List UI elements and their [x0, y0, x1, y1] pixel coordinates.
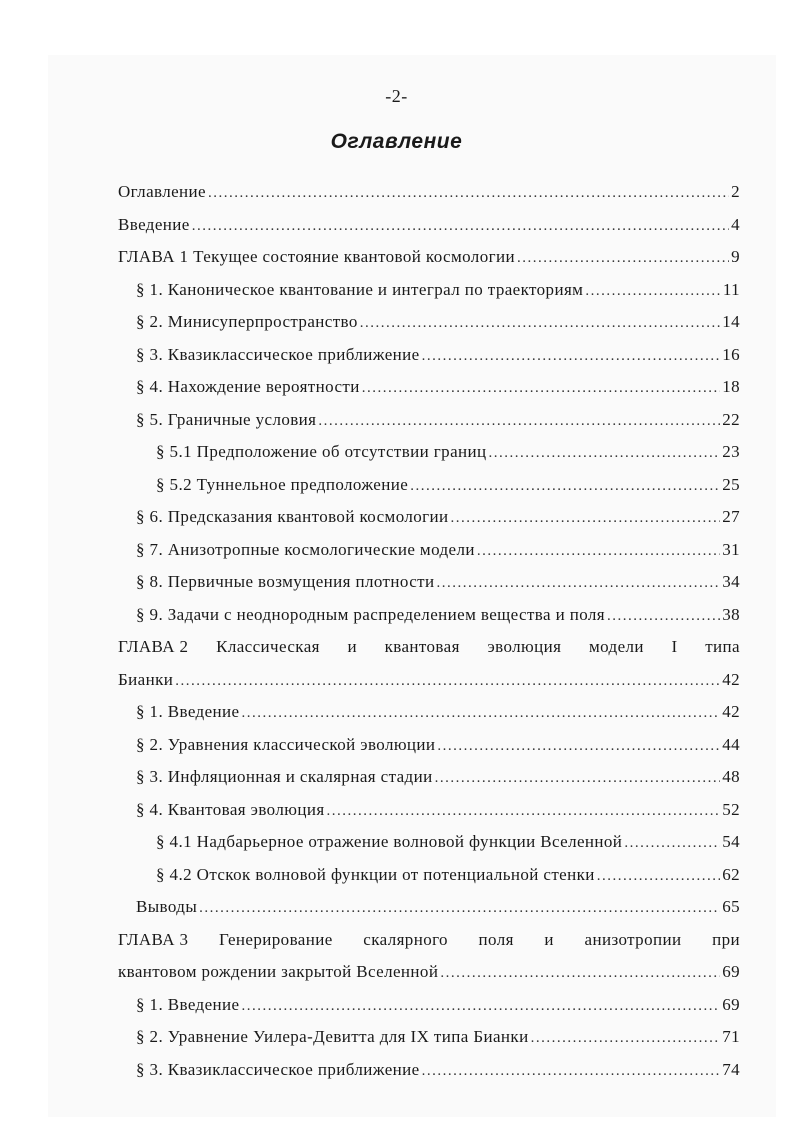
toc-entry — [118, 209, 740, 242]
toc-entry-page: 62 — [722, 864, 740, 884]
leader-dots — [241, 990, 720, 1023]
toc-entry — [118, 469, 740, 502]
toc-entry-page: 9 — [731, 247, 740, 266]
toc-entry-page: 69 — [722, 962, 740, 981]
leader-dots — [422, 1055, 721, 1088]
toc-entry-title: § 1. Введение — [136, 994, 240, 1014]
toc-entry-page: 34 — [722, 572, 740, 591]
toc-entry-title: § 2. Уравнение Уилера-Девитта для IX типа Бианки — [136, 1027, 529, 1046]
toc-entry-title: Введение — [118, 214, 190, 234]
toc-entry-page: 52 — [722, 799, 740, 819]
toc-entry — [118, 534, 740, 567]
toc-entry-title: § 5.1 Предположение об отсутствии границ — [156, 442, 487, 461]
leader-dots — [451, 502, 721, 535]
toc-entry-page: 54 — [722, 832, 740, 851]
toc-entry-page: 74 — [722, 1059, 740, 1079]
toc-word: типа — [705, 637, 740, 656]
toc-entry — [118, 371, 740, 404]
leader-dots — [624, 827, 720, 860]
toc-entry — [118, 501, 740, 534]
toc-entry-title: § 3. Квазиклассическое приближение — [136, 1059, 420, 1079]
leader-dots — [489, 437, 721, 470]
leader-dots — [422, 340, 721, 373]
leader-dots — [585, 275, 721, 308]
toc-entry-chapter-3-line2 — [118, 956, 740, 989]
toc-entry — [118, 859, 740, 892]
toc-entry-title: § 1. Каноническое квантование и интеграл по траекториям — [136, 279, 584, 299]
toc-entry-page: 4 — [731, 214, 740, 234]
toc-entry-title: § 1. Введение — [136, 702, 240, 721]
toc-word: модели — [588, 637, 644, 656]
toc-entry-title: квантовом рождении закрытой Вселенной — [118, 962, 439, 981]
leader-dots — [437, 730, 720, 763]
toc-entry — [118, 794, 740, 827]
toc-word: и — [347, 637, 357, 656]
toc-entry — [118, 306, 740, 339]
toc-title: Оглавление — [330, 130, 463, 153]
toc-entry-page: 42 — [722, 702, 740, 721]
toc-word: при — [712, 929, 740, 949]
leader-dots — [517, 242, 729, 275]
toc-entry — [118, 1021, 740, 1054]
toc-entry — [118, 339, 740, 372]
toc-entry — [118, 436, 740, 469]
toc-word: квантовая — [384, 637, 460, 656]
toc-entry — [118, 1054, 740, 1087]
leader-dots — [597, 860, 720, 893]
toc-entry-title: Бианки — [118, 669, 174, 689]
leader-dots — [440, 957, 720, 990]
toc-entry-title: § 4.1 Надбарьерное отражение волновой функции Вселенной — [156, 832, 623, 851]
toc-entry-title: § 7. Анизотропные космологические модели — [136, 539, 475, 559]
toc-entry-page: 23 — [722, 442, 740, 461]
leader-dots — [477, 535, 720, 568]
toc-entry-page: 31 — [722, 539, 740, 559]
toc-entry-chapter-3-line1 — [118, 924, 740, 957]
toc-word: анизотропии — [584, 929, 682, 949]
toc-entry-page: 27 — [722, 507, 740, 526]
toc-entry-page: 25 — [722, 474, 740, 494]
toc-entry — [118, 566, 740, 599]
leader-dots — [175, 665, 720, 698]
page-number: -2- — [385, 86, 408, 106]
leader-dots — [531, 1022, 721, 1055]
toc-word: скалярного — [363, 929, 448, 949]
toc-word: Генерирование — [219, 929, 333, 949]
toc-entry-page: 69 — [722, 994, 740, 1014]
toc-entry — [118, 274, 740, 307]
toc-entry-page: 11 — [722, 279, 740, 299]
toc-entry-chapter-2-line2 — [118, 664, 740, 697]
toc-entry-page: 22 — [722, 409, 740, 429]
toc-entry-title: § 4. Квантовая эволюция — [136, 799, 325, 819]
toc-entry-page: 2 — [731, 182, 740, 201]
leader-dots — [360, 307, 720, 340]
toc-entry-page: 18 — [722, 377, 740, 396]
toc-entry-page: 42 — [722, 669, 740, 689]
toc-word: ГЛАВА 2 — [118, 637, 189, 656]
toc-entry-title: § 9. Задачи с неоднородным распределением вещества и поля — [136, 604, 606, 624]
leader-dots — [241, 697, 720, 730]
toc-entry-title: § 4. Нахождение вероятности — [136, 377, 360, 396]
leader-dots — [208, 177, 729, 210]
toc-entry-title: § 5. Граничные условия — [136, 409, 317, 429]
toc-entry — [118, 826, 740, 859]
toc-entry — [118, 599, 740, 632]
leader-dots — [192, 210, 729, 243]
toc-entry-title: § 2. Минисуперпространство — [136, 312, 358, 331]
toc-entry-page: 16 — [722, 344, 740, 364]
toc-entry-page: 71 — [722, 1027, 740, 1046]
toc-entry-chapter-2-line1 — [118, 631, 740, 664]
toc-entry-page: 44 — [722, 734, 740, 754]
table-of-contents — [118, 176, 740, 1086]
toc-entry — [118, 176, 740, 209]
toc-entry-page: 38 — [722, 604, 740, 624]
toc-entry-title: § 8. Первичные возмущения плотности — [136, 572, 435, 591]
leader-dots — [362, 372, 720, 405]
toc-word: и — [544, 929, 554, 949]
leader-dots — [435, 762, 721, 795]
toc-entry-title: Оглавление — [118, 182, 206, 201]
leader-dots — [436, 567, 720, 600]
leader-dots — [327, 795, 721, 828]
toc-entry — [118, 989, 740, 1022]
toc-entry — [118, 761, 740, 794]
toc-entry — [118, 729, 740, 762]
toc-entry-page: 14 — [722, 312, 740, 331]
toc-entry-title: § 3. Квазиклассическое приближение — [136, 344, 420, 364]
toc-word: Классическая — [216, 637, 320, 656]
toc-word: I — [671, 637, 678, 656]
toc-word: ГЛАВА 3 — [118, 929, 189, 949]
toc-entry-title: § 6. Предсказания квантовой космологии — [136, 507, 449, 526]
toc-entry-title: Выводы — [136, 897, 198, 916]
toc-entry-page: 65 — [722, 897, 740, 916]
toc-entry — [118, 696, 740, 729]
leader-dots — [410, 470, 720, 503]
toc-entry-title: § 3. Инфляционная и скалярная стадии — [136, 767, 433, 786]
leader-dots — [607, 600, 720, 633]
leader-dots — [318, 405, 720, 438]
toc-word: эволюция — [487, 637, 562, 656]
toc-word: поля — [478, 929, 514, 949]
toc-entry-title: § 4.2 Отскок волновой функции от потенциальной стенки — [156, 864, 595, 884]
leader-dots — [199, 892, 720, 925]
toc-entry-page: 48 — [722, 767, 740, 786]
toc-entry-title: ГЛАВА 1 Текущее состояние квантовой космологии — [118, 247, 515, 266]
toc-entry — [118, 404, 740, 437]
toc-entry — [118, 241, 740, 274]
toc-entry-title: § 5.2 Туннельное предположение — [156, 474, 409, 494]
toc-entry-title: § 2. Уравнения классической эволюции — [136, 734, 436, 754]
toc-entry — [118, 891, 740, 924]
